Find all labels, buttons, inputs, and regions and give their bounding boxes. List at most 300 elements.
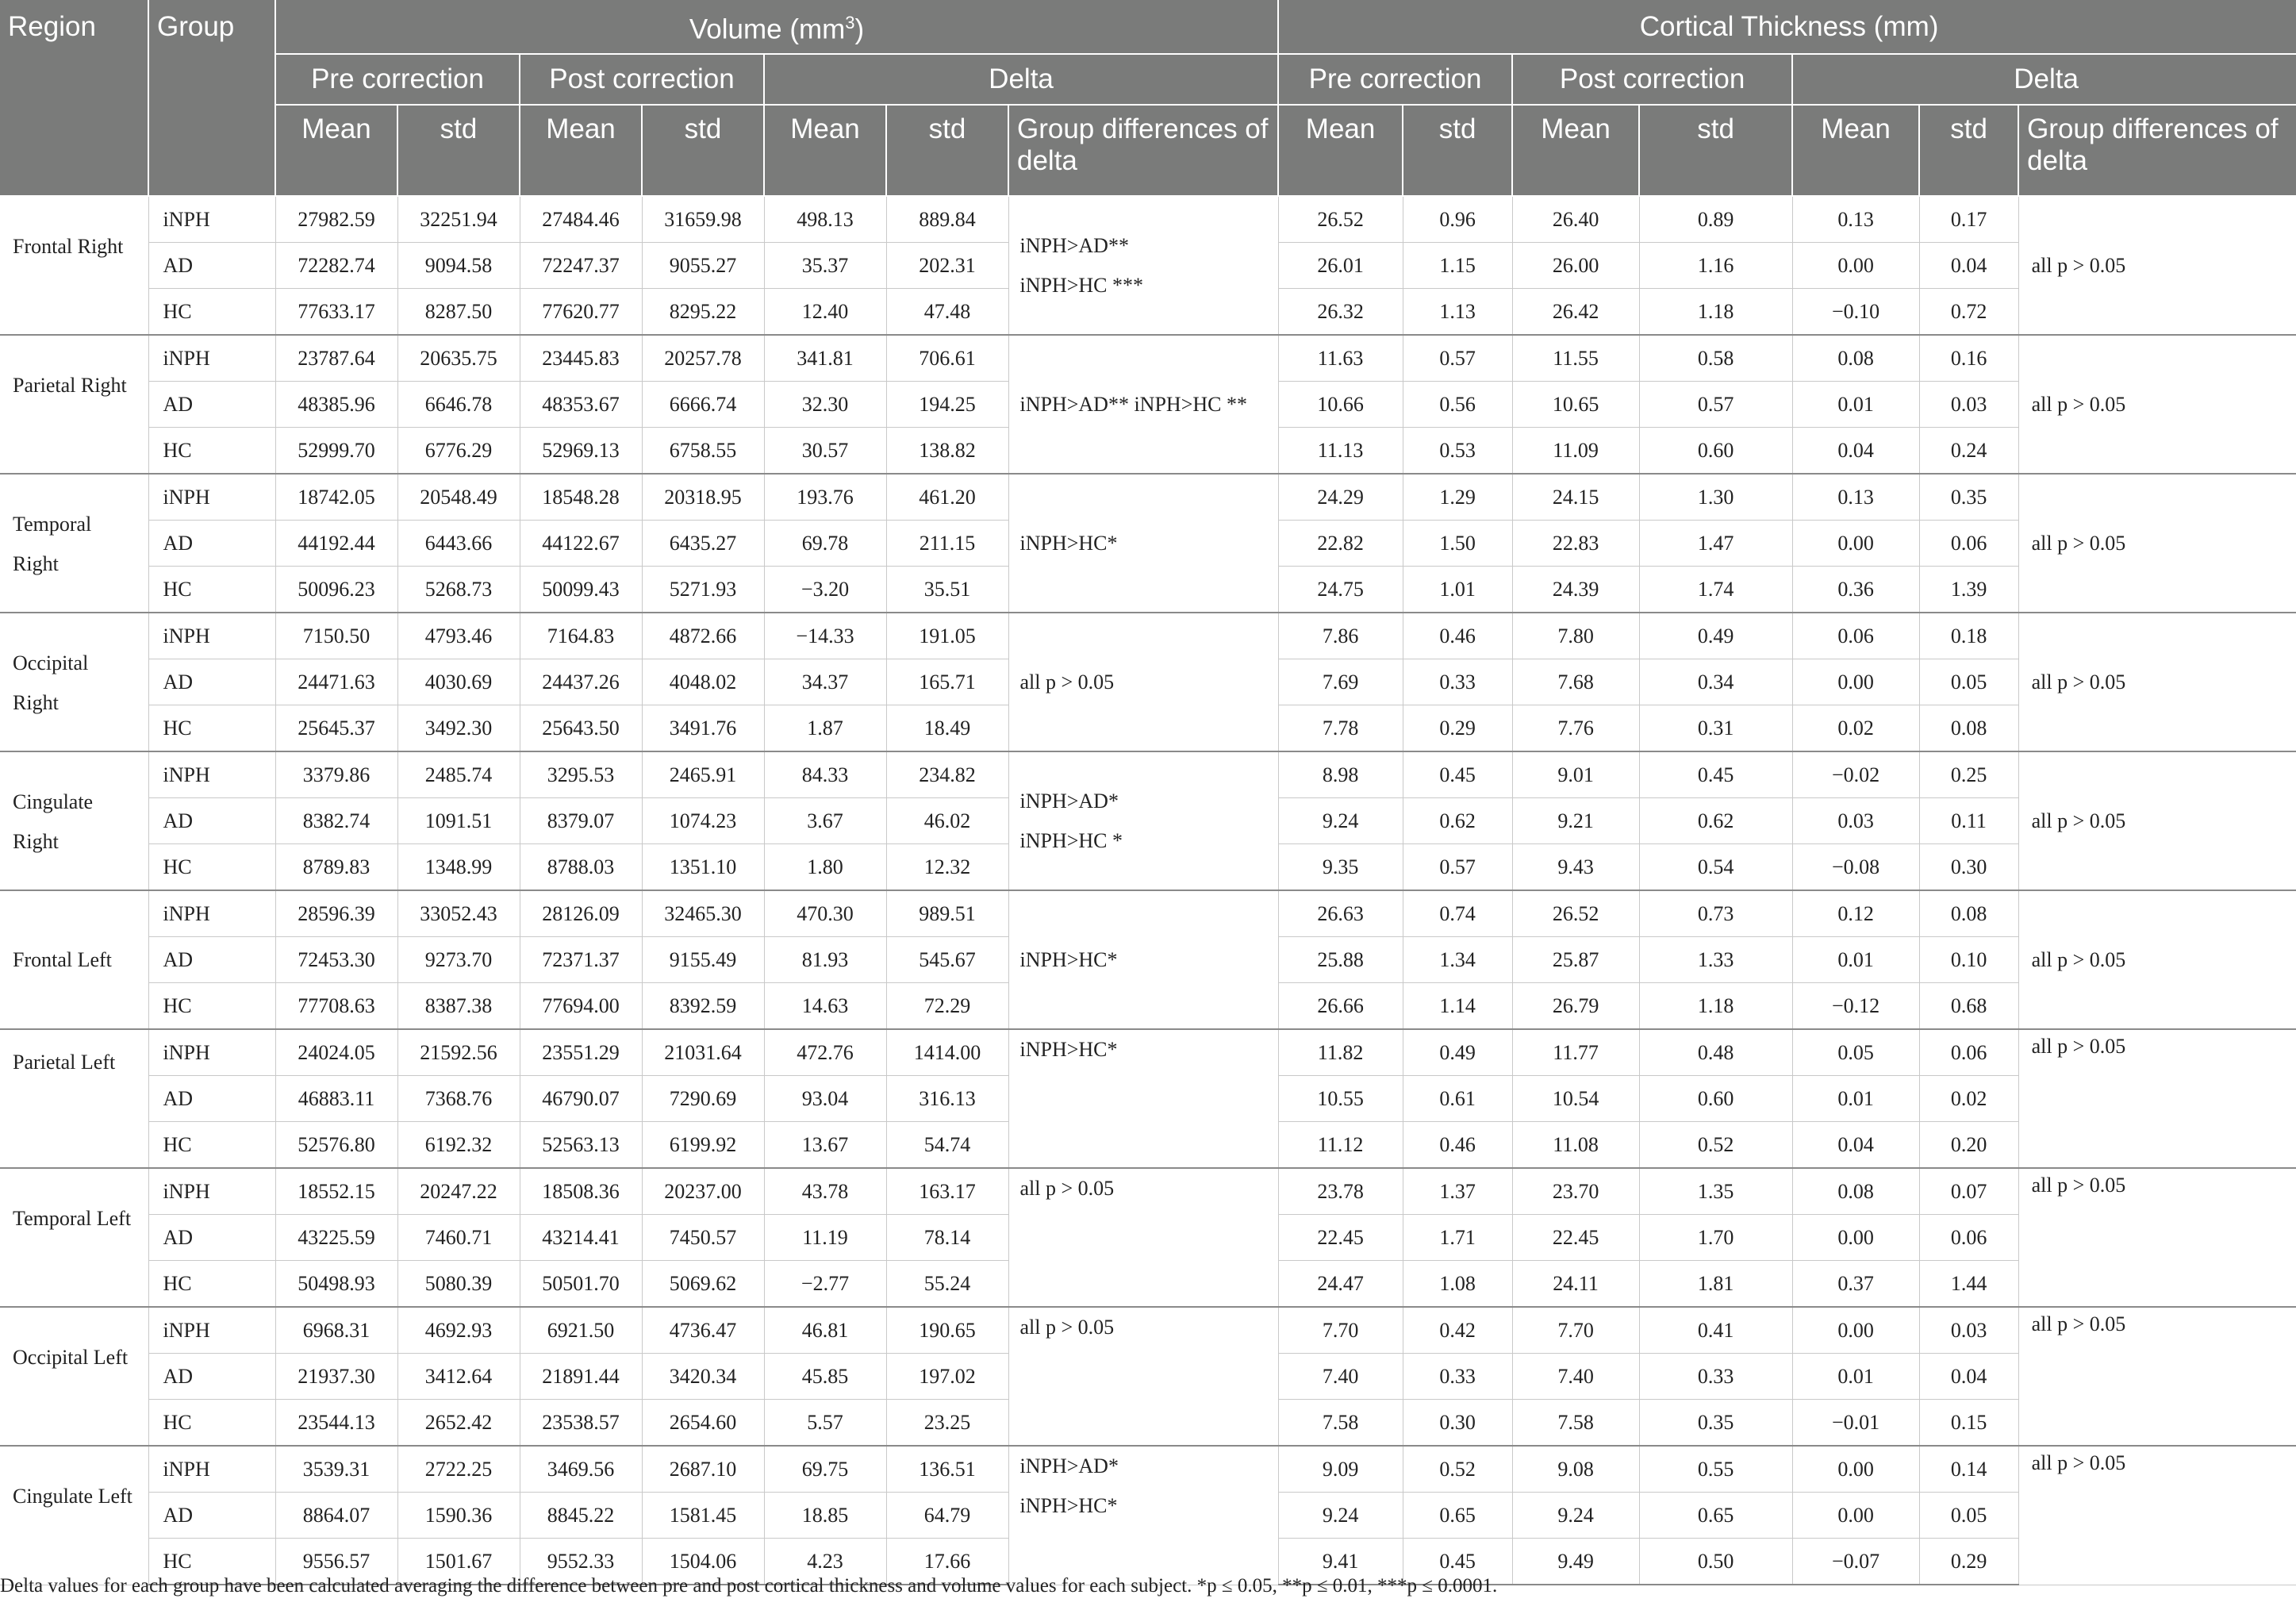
vol-post-std-cell: 4736.47 bbox=[642, 1307, 764, 1354]
ct-post-mean-cell: 7.68 bbox=[1512, 659, 1639, 705]
vol-pre-std-cell: 6646.78 bbox=[397, 382, 520, 428]
vol-post-mean-cell: 50501.70 bbox=[520, 1261, 642, 1308]
ct-post-mean-cell: 24.39 bbox=[1512, 567, 1639, 613]
ct-delta-std-cell: 0.16 bbox=[1919, 335, 2018, 382]
header-mean: Mean bbox=[764, 105, 886, 196]
ct-pre-mean-cell: 9.35 bbox=[1278, 844, 1403, 891]
vol-post-std-cell: 8392.59 bbox=[642, 983, 764, 1030]
ct-delta-std-cell: 0.02 bbox=[1919, 1076, 2018, 1122]
volume-group-diff-cell: iNPH>AD** iNPH>HC *** bbox=[1008, 196, 1278, 335]
ct-pre-std-cell: 0.96 bbox=[1403, 196, 1512, 243]
header-std: std bbox=[1919, 105, 2018, 196]
vol-delta-std-cell: 46.02 bbox=[886, 798, 1008, 844]
ct-delta-std-cell: 0.29 bbox=[1919, 1539, 2018, 1585]
ct-pre-mean-cell: 24.75 bbox=[1278, 567, 1403, 613]
volume-group-diff-cell: iNPH>HC* bbox=[1008, 474, 1278, 613]
ct-delta-mean-cell: 0.01 bbox=[1792, 1354, 1919, 1400]
vol-post-mean-cell: 3295.53 bbox=[520, 751, 642, 798]
vol-pre-std-cell: 20247.22 bbox=[397, 1168, 520, 1215]
thickness-group-diff-cell: all p > 0.05 bbox=[2018, 1307, 2296, 1446]
ct-pre-std-cell: 1.71 bbox=[1403, 1215, 1512, 1261]
vol-delta-std-cell: 18.49 bbox=[886, 705, 1008, 752]
group-cell: AD bbox=[148, 1215, 275, 1261]
header-vol-delta: Delta bbox=[764, 54, 1278, 105]
ct-delta-std-cell: 0.68 bbox=[1919, 983, 2018, 1030]
ct-post-mean-cell: 11.55 bbox=[1512, 335, 1639, 382]
ct-delta-std-cell: 0.08 bbox=[1919, 890, 2018, 937]
region-cell: Temporal Left bbox=[0, 1168, 148, 1307]
ct-pre-mean-cell: 26.01 bbox=[1278, 243, 1403, 289]
vol-delta-mean-cell: 13.67 bbox=[764, 1122, 886, 1169]
vol-pre-std-cell: 32251.94 bbox=[397, 196, 520, 243]
vol-pre-std-cell: 8287.50 bbox=[397, 289, 520, 336]
vol-delta-mean-cell: 93.04 bbox=[764, 1076, 886, 1122]
ct-delta-mean-cell: 0.00 bbox=[1792, 243, 1919, 289]
ct-delta-std-cell: 0.03 bbox=[1919, 1307, 2018, 1354]
vol-post-mean-cell: 72371.37 bbox=[520, 937, 642, 983]
vol-pre-mean-cell: 25645.37 bbox=[275, 705, 397, 752]
ct-delta-mean-cell: 0.00 bbox=[1792, 659, 1919, 705]
ct-delta-std-cell: 0.25 bbox=[1919, 751, 2018, 798]
ct-post-mean-cell: 9.21 bbox=[1512, 798, 1639, 844]
vol-post-std-cell: 5069.62 bbox=[642, 1261, 764, 1308]
vol-pre-mean-cell: 43225.59 bbox=[275, 1215, 397, 1261]
vol-post-std-cell: 2465.91 bbox=[642, 751, 764, 798]
vol-post-mean-cell: 18508.36 bbox=[520, 1168, 642, 1215]
region-cell: Temporal Right bbox=[0, 474, 148, 613]
region-cell: Cingulate Right bbox=[0, 751, 148, 890]
ct-pre-mean-cell: 23.78 bbox=[1278, 1168, 1403, 1215]
ct-post-std-cell: 0.31 bbox=[1639, 705, 1792, 752]
vol-post-std-cell: 7450.57 bbox=[642, 1215, 764, 1261]
ct-pre-std-cell: 1.14 bbox=[1403, 983, 1512, 1030]
vol-delta-std-cell: 194.25 bbox=[886, 382, 1008, 428]
vol-delta-std-cell: 202.31 bbox=[886, 243, 1008, 289]
vol-post-mean-cell: 27484.46 bbox=[520, 196, 642, 243]
ct-delta-std-cell: 0.06 bbox=[1919, 1215, 2018, 1261]
vol-pre-mean-cell: 24471.63 bbox=[275, 659, 397, 705]
vol-delta-std-cell: 138.82 bbox=[886, 428, 1008, 475]
vol-delta-mean-cell: 4.23 bbox=[764, 1539, 886, 1585]
vol-delta-mean-cell: 43.78 bbox=[764, 1168, 886, 1215]
ct-pre-mean-cell: 7.70 bbox=[1278, 1307, 1403, 1354]
ct-delta-mean-cell: −0.08 bbox=[1792, 844, 1919, 891]
ct-post-mean-cell: 9.01 bbox=[1512, 751, 1639, 798]
volume-group-diff-cell: all p > 0.05 bbox=[1008, 1307, 1278, 1446]
table-row bbox=[0, 890, 2296, 937]
vol-delta-mean-cell: 84.33 bbox=[764, 751, 886, 798]
vol-delta-mean-cell: 18.85 bbox=[764, 1493, 886, 1539]
vol-post-std-cell: 3420.34 bbox=[642, 1354, 764, 1400]
vol-delta-std-cell: 165.71 bbox=[886, 659, 1008, 705]
ct-post-std-cell: 1.18 bbox=[1639, 289, 1792, 336]
vol-pre-mean-cell: 23544.13 bbox=[275, 1400, 397, 1447]
vol-pre-std-cell: 2652.42 bbox=[397, 1400, 520, 1447]
vol-delta-std-cell: 35.51 bbox=[886, 567, 1008, 613]
ct-delta-mean-cell: 0.36 bbox=[1792, 567, 1919, 613]
ct-pre-mean-cell: 11.13 bbox=[1278, 428, 1403, 475]
ct-post-std-cell: 1.70 bbox=[1639, 1215, 1792, 1261]
ct-delta-std-cell: 0.35 bbox=[1919, 474, 2018, 521]
vol-delta-mean-cell: 11.19 bbox=[764, 1215, 886, 1261]
vol-pre-mean-cell: 44192.44 bbox=[275, 521, 397, 567]
vol-pre-std-cell: 3492.30 bbox=[397, 705, 520, 752]
ct-pre-mean-cell: 26.32 bbox=[1278, 289, 1403, 336]
vol-delta-mean-cell: 470.30 bbox=[764, 890, 886, 937]
vol-post-mean-cell: 21891.44 bbox=[520, 1354, 642, 1400]
vol-post-std-cell: 20237.00 bbox=[642, 1168, 764, 1215]
group-cell: iNPH bbox=[148, 1446, 275, 1493]
vol-delta-mean-cell: 81.93 bbox=[764, 937, 886, 983]
vol-post-mean-cell: 46790.07 bbox=[520, 1076, 642, 1122]
ct-delta-mean-cell: 0.00 bbox=[1792, 1307, 1919, 1354]
ct-pre-std-cell: 0.52 bbox=[1403, 1446, 1512, 1493]
ct-delta-mean-cell: 0.02 bbox=[1792, 705, 1919, 752]
ct-delta-mean-cell: −0.07 bbox=[1792, 1539, 1919, 1585]
volume-group-diff-cell: all p > 0.05 bbox=[1008, 1168, 1278, 1307]
ct-delta-mean-cell: 0.06 bbox=[1792, 613, 1919, 659]
header-mean: Mean bbox=[1278, 105, 1403, 196]
vol-pre-std-cell: 5268.73 bbox=[397, 567, 520, 613]
vol-pre-mean-cell: 8864.07 bbox=[275, 1493, 397, 1539]
table-row bbox=[0, 1307, 2296, 1354]
vol-pre-mean-cell: 3379.86 bbox=[275, 751, 397, 798]
thickness-group-diff-cell: all p > 0.05 bbox=[2018, 335, 2296, 474]
ct-delta-mean-cell: 0.05 bbox=[1792, 1029, 1919, 1076]
vol-delta-std-cell: 136.51 bbox=[886, 1446, 1008, 1493]
vol-pre-mean-cell: 77633.17 bbox=[275, 289, 397, 336]
vol-post-std-cell: 3491.76 bbox=[642, 705, 764, 752]
header-vol-post: Post correction bbox=[520, 54, 764, 105]
header-group: Group bbox=[148, 0, 275, 196]
header-std: std bbox=[397, 105, 520, 196]
vol-post-std-cell: 20257.78 bbox=[642, 335, 764, 382]
header-group-diff: Group differences of delta bbox=[1008, 105, 1278, 196]
ct-post-std-cell: 0.45 bbox=[1639, 751, 1792, 798]
vol-pre-mean-cell: 27982.59 bbox=[275, 196, 397, 243]
table-row bbox=[0, 196, 2296, 243]
vol-delta-std-cell: 234.82 bbox=[886, 751, 1008, 798]
vol-pre-mean-cell: 52576.80 bbox=[275, 1122, 397, 1169]
ct-delta-mean-cell: 0.04 bbox=[1792, 1122, 1919, 1169]
vol-pre-mean-cell: 52999.70 bbox=[275, 428, 397, 475]
ct-post-std-cell: 0.73 bbox=[1639, 890, 1792, 937]
vol-pre-mean-cell: 77708.63 bbox=[275, 983, 397, 1030]
vol-pre-std-cell: 1091.51 bbox=[397, 798, 520, 844]
vol-post-mean-cell: 6921.50 bbox=[520, 1307, 642, 1354]
vol-pre-mean-cell: 18552.15 bbox=[275, 1168, 397, 1215]
vol-delta-std-cell: 316.13 bbox=[886, 1076, 1008, 1122]
ct-post-std-cell: 1.33 bbox=[1639, 937, 1792, 983]
ct-pre-mean-cell: 26.66 bbox=[1278, 983, 1403, 1030]
ct-pre-std-cell: 0.57 bbox=[1403, 844, 1512, 891]
group-cell: HC bbox=[148, 983, 275, 1030]
ct-post-mean-cell: 7.40 bbox=[1512, 1354, 1639, 1400]
vol-post-std-cell: 32465.30 bbox=[642, 890, 764, 937]
ct-pre-std-cell: 0.33 bbox=[1403, 1354, 1512, 1400]
vol-delta-std-cell: 47.48 bbox=[886, 289, 1008, 336]
vol-delta-mean-cell: 34.37 bbox=[764, 659, 886, 705]
group-cell: HC bbox=[148, 1261, 275, 1308]
vol-pre-std-cell: 7460.71 bbox=[397, 1215, 520, 1261]
header-volume bbox=[275, 0, 1278, 54]
thickness-group-diff-cell: all p > 0.05 bbox=[2018, 1446, 2296, 1585]
vol-post-mean-cell: 18548.28 bbox=[520, 474, 642, 521]
vol-post-mean-cell: 23551.29 bbox=[520, 1029, 642, 1076]
vol-post-mean-cell: 24437.26 bbox=[520, 659, 642, 705]
vol-delta-mean-cell: −2.77 bbox=[764, 1261, 886, 1308]
region-cell: Occipital Left bbox=[0, 1307, 148, 1446]
ct-post-mean-cell: 10.65 bbox=[1512, 382, 1639, 428]
ct-post-std-cell: 1.30 bbox=[1639, 474, 1792, 521]
ct-post-std-cell: 1.74 bbox=[1639, 567, 1792, 613]
ct-post-std-cell: 0.52 bbox=[1639, 1122, 1792, 1169]
vol-post-mean-cell: 43214.41 bbox=[520, 1215, 642, 1261]
ct-pre-std-cell: 0.30 bbox=[1403, 1400, 1512, 1447]
ct-pre-mean-cell: 7.40 bbox=[1278, 1354, 1403, 1400]
ct-post-mean-cell: 9.08 bbox=[1512, 1446, 1639, 1493]
vol-pre-mean-cell: 3539.31 bbox=[275, 1446, 397, 1493]
ct-pre-mean-cell: 7.69 bbox=[1278, 659, 1403, 705]
ct-post-std-cell: 1.47 bbox=[1639, 521, 1792, 567]
ct-pre-std-cell: 1.37 bbox=[1403, 1168, 1512, 1215]
header-region: Region bbox=[0, 0, 148, 196]
ct-post-std-cell: 0.41 bbox=[1639, 1307, 1792, 1354]
vol-pre-mean-cell: 50096.23 bbox=[275, 567, 397, 613]
ct-post-std-cell: 0.33 bbox=[1639, 1354, 1792, 1400]
ct-post-mean-cell: 11.09 bbox=[1512, 428, 1639, 475]
ct-pre-std-cell: 0.74 bbox=[1403, 890, 1512, 937]
ct-post-std-cell: 0.65 bbox=[1639, 1493, 1792, 1539]
vol-delta-mean-cell: 341.81 bbox=[764, 335, 886, 382]
ct-delta-mean-cell: −0.02 bbox=[1792, 751, 1919, 798]
vol-pre-std-cell: 3412.64 bbox=[397, 1354, 520, 1400]
ct-post-mean-cell: 7.70 bbox=[1512, 1307, 1639, 1354]
group-cell: iNPH bbox=[148, 751, 275, 798]
region-cell: Occipital Right bbox=[0, 613, 148, 751]
vol-delta-mean-cell: 69.78 bbox=[764, 521, 886, 567]
vol-post-std-cell: 9155.49 bbox=[642, 937, 764, 983]
ct-post-std-cell: 0.89 bbox=[1639, 196, 1792, 243]
ct-post-std-cell: 0.57 bbox=[1639, 382, 1792, 428]
ct-pre-std-cell: 1.29 bbox=[1403, 474, 1512, 521]
ct-pre-mean-cell: 26.63 bbox=[1278, 890, 1403, 937]
vol-delta-std-cell: 706.61 bbox=[886, 335, 1008, 382]
group-cell: AD bbox=[148, 659, 275, 705]
ct-pre-std-cell: 0.61 bbox=[1403, 1076, 1512, 1122]
vol-delta-mean-cell: 32.30 bbox=[764, 382, 886, 428]
ct-pre-std-cell: 1.08 bbox=[1403, 1261, 1512, 1308]
vol-pre-std-cell: 1348.99 bbox=[397, 844, 520, 891]
ct-pre-mean-cell: 7.58 bbox=[1278, 1400, 1403, 1447]
vol-delta-std-cell: 197.02 bbox=[886, 1354, 1008, 1400]
ct-delta-mean-cell: −0.01 bbox=[1792, 1400, 1919, 1447]
header-mean: Mean bbox=[275, 105, 397, 196]
ct-pre-mean-cell: 10.66 bbox=[1278, 382, 1403, 428]
vol-pre-mean-cell: 46883.11 bbox=[275, 1076, 397, 1122]
vol-pre-mean-cell: 9556.57 bbox=[275, 1539, 397, 1585]
vol-post-std-cell: 7290.69 bbox=[642, 1076, 764, 1122]
vol-post-std-cell: 6666.74 bbox=[642, 382, 764, 428]
vol-pre-std-cell: 4793.46 bbox=[397, 613, 520, 659]
ct-delta-mean-cell: −0.10 bbox=[1792, 289, 1919, 336]
header-group-diff: Group differences of delta bbox=[2018, 105, 2296, 196]
ct-pre-mean-cell: 25.88 bbox=[1278, 937, 1403, 983]
ct-pre-mean-cell: 24.47 bbox=[1278, 1261, 1403, 1308]
ct-post-mean-cell: 9.24 bbox=[1512, 1493, 1639, 1539]
vol-pre-std-cell: 9273.70 bbox=[397, 937, 520, 983]
group-cell: AD bbox=[148, 1493, 275, 1539]
vol-pre-std-cell: 7368.76 bbox=[397, 1076, 520, 1122]
vol-delta-mean-cell: 5.57 bbox=[764, 1400, 886, 1447]
vol-post-mean-cell: 25643.50 bbox=[520, 705, 642, 752]
vol-delta-std-cell: 64.79 bbox=[886, 1493, 1008, 1539]
vol-delta-mean-cell: 1.87 bbox=[764, 705, 886, 752]
ct-delta-std-cell: 0.04 bbox=[1919, 1354, 2018, 1400]
ct-post-std-cell: 0.55 bbox=[1639, 1446, 1792, 1493]
thickness-group-diff-cell: all p > 0.05 bbox=[2018, 1168, 2296, 1307]
ct-pre-mean-cell: 9.09 bbox=[1278, 1446, 1403, 1493]
ct-pre-mean-cell: 9.24 bbox=[1278, 798, 1403, 844]
group-cell: HC bbox=[148, 428, 275, 475]
table-header bbox=[0, 0, 2296, 196]
ct-delta-std-cell: 0.11 bbox=[1919, 798, 2018, 844]
header-thickness: Cortical Thickness (mm) bbox=[1278, 0, 2296, 54]
vol-post-std-cell: 8295.22 bbox=[642, 289, 764, 336]
ct-post-mean-cell: 7.80 bbox=[1512, 613, 1639, 659]
ct-post-mean-cell: 7.58 bbox=[1512, 1400, 1639, 1447]
ct-post-mean-cell: 24.15 bbox=[1512, 474, 1639, 521]
ct-post-mean-cell: 26.42 bbox=[1512, 289, 1639, 336]
ct-delta-std-cell: 1.44 bbox=[1919, 1261, 2018, 1308]
group-cell: AD bbox=[148, 521, 275, 567]
ct-pre-std-cell: 0.45 bbox=[1403, 1539, 1512, 1585]
ct-delta-std-cell: 0.10 bbox=[1919, 937, 2018, 983]
ct-post-mean-cell: 26.52 bbox=[1512, 890, 1639, 937]
vol-post-mean-cell: 52563.13 bbox=[520, 1122, 642, 1169]
ct-delta-std-cell: 0.24 bbox=[1919, 428, 2018, 475]
region-cell: Cingulate Left bbox=[0, 1446, 148, 1585]
ct-pre-mean-cell: 7.78 bbox=[1278, 705, 1403, 752]
ct-delta-mean-cell: 0.00 bbox=[1792, 1446, 1919, 1493]
ct-delta-std-cell: 0.04 bbox=[1919, 243, 2018, 289]
vol-pre-mean-cell: 18742.05 bbox=[275, 474, 397, 521]
vol-post-std-cell: 1351.10 bbox=[642, 844, 764, 891]
header-std: std bbox=[886, 105, 1008, 196]
vol-post-std-cell: 9055.27 bbox=[642, 243, 764, 289]
ct-delta-std-cell: 0.05 bbox=[1919, 1493, 2018, 1539]
group-cell: iNPH bbox=[148, 890, 275, 937]
ct-pre-std-cell: 0.45 bbox=[1403, 751, 1512, 798]
ct-delta-std-cell: 0.06 bbox=[1919, 1029, 2018, 1076]
ct-delta-mean-cell: 0.00 bbox=[1792, 1493, 1919, 1539]
vol-pre-mean-cell: 28596.39 bbox=[275, 890, 397, 937]
ct-delta-mean-cell: 0.03 bbox=[1792, 798, 1919, 844]
ct-pre-mean-cell: 24.29 bbox=[1278, 474, 1403, 521]
ct-post-mean-cell: 23.70 bbox=[1512, 1168, 1639, 1215]
ct-delta-mean-cell: 0.08 bbox=[1792, 335, 1919, 382]
vol-pre-std-cell: 2722.25 bbox=[397, 1446, 520, 1493]
vol-pre-mean-cell: 6968.31 bbox=[275, 1307, 397, 1354]
vol-pre-mean-cell: 8789.83 bbox=[275, 844, 397, 891]
ct-post-std-cell: 0.62 bbox=[1639, 798, 1792, 844]
vol-pre-mean-cell: 50498.93 bbox=[275, 1261, 397, 1308]
ct-delta-mean-cell: −0.12 bbox=[1792, 983, 1919, 1030]
vol-post-std-cell: 4048.02 bbox=[642, 659, 764, 705]
vol-delta-std-cell: 23.25 bbox=[886, 1400, 1008, 1447]
vol-post-std-cell: 1581.45 bbox=[642, 1493, 764, 1539]
ct-post-mean-cell: 11.77 bbox=[1512, 1029, 1639, 1076]
ct-delta-mean-cell: 0.12 bbox=[1792, 890, 1919, 937]
header-vol-pre: Pre correction bbox=[275, 54, 520, 105]
ct-delta-std-cell: 0.03 bbox=[1919, 382, 2018, 428]
vol-delta-mean-cell: 12.40 bbox=[764, 289, 886, 336]
vol-pre-mean-cell: 72282.74 bbox=[275, 243, 397, 289]
vol-delta-std-cell: 163.17 bbox=[886, 1168, 1008, 1215]
region-cell: Parietal Right bbox=[0, 335, 148, 474]
vol-post-mean-cell: 48353.67 bbox=[520, 382, 642, 428]
vol-delta-mean-cell: 472.76 bbox=[764, 1029, 886, 1076]
header-ct-pre: Pre correction bbox=[1278, 54, 1512, 105]
ct-pre-std-cell: 0.33 bbox=[1403, 659, 1512, 705]
vol-post-mean-cell: 23538.57 bbox=[520, 1400, 642, 1447]
vol-post-mean-cell: 3469.56 bbox=[520, 1446, 642, 1493]
vol-delta-mean-cell: −3.20 bbox=[764, 567, 886, 613]
group-cell: HC bbox=[148, 289, 275, 336]
ct-delta-mean-cell: 0.00 bbox=[1792, 521, 1919, 567]
header-ct-post: Post correction bbox=[1512, 54, 1792, 105]
ct-delta-mean-cell: 0.01 bbox=[1792, 382, 1919, 428]
ct-pre-std-cell: 0.53 bbox=[1403, 428, 1512, 475]
vol-pre-mean-cell: 23787.64 bbox=[275, 335, 397, 382]
vol-post-mean-cell: 44122.67 bbox=[520, 521, 642, 567]
vol-delta-std-cell: 54.74 bbox=[886, 1122, 1008, 1169]
vol-delta-std-cell: 545.67 bbox=[886, 937, 1008, 983]
group-cell: AD bbox=[148, 1076, 275, 1122]
volume-group-diff-cell: iNPH>AD* iNPH>HC * bbox=[1008, 751, 1278, 890]
vol-post-std-cell: 6199.92 bbox=[642, 1122, 764, 1169]
ct-delta-mean-cell: 0.01 bbox=[1792, 937, 1919, 983]
vol-post-std-cell: 5271.93 bbox=[642, 567, 764, 613]
vol-post-mean-cell: 23445.83 bbox=[520, 335, 642, 382]
ct-pre-std-cell: 0.29 bbox=[1403, 705, 1512, 752]
vol-delta-std-cell: 889.84 bbox=[886, 196, 1008, 243]
ct-post-std-cell: 0.50 bbox=[1639, 1539, 1792, 1585]
group-cell: HC bbox=[148, 844, 275, 891]
group-cell: iNPH bbox=[148, 335, 275, 382]
vol-pre-std-cell: 8387.38 bbox=[397, 983, 520, 1030]
header-volume-sup: 3 bbox=[845, 13, 855, 33]
ct-delta-mean-cell: 0.00 bbox=[1792, 1215, 1919, 1261]
vol-pre-std-cell: 20635.75 bbox=[397, 335, 520, 382]
ct-post-mean-cell: 25.87 bbox=[1512, 937, 1639, 983]
group-cell: iNPH bbox=[148, 1029, 275, 1076]
vol-pre-mean-cell: 7150.50 bbox=[275, 613, 397, 659]
table-row bbox=[0, 335, 2296, 382]
ct-post-mean-cell: 26.00 bbox=[1512, 243, 1639, 289]
ct-post-mean-cell: 9.43 bbox=[1512, 844, 1639, 891]
vol-post-std-cell: 4872.66 bbox=[642, 613, 764, 659]
header-std: std bbox=[642, 105, 764, 196]
ct-pre-mean-cell: 9.41 bbox=[1278, 1539, 1403, 1585]
vol-delta-std-cell: 191.05 bbox=[886, 613, 1008, 659]
ct-pre-std-cell: 0.56 bbox=[1403, 382, 1512, 428]
ct-post-std-cell: 0.34 bbox=[1639, 659, 1792, 705]
vol-delta-std-cell: 55.24 bbox=[886, 1261, 1008, 1308]
region-cell: Frontal Right bbox=[0, 196, 148, 335]
thickness-group-diff-cell: all p > 0.05 bbox=[2018, 1029, 2296, 1168]
vol-pre-mean-cell: 21937.30 bbox=[275, 1354, 397, 1400]
